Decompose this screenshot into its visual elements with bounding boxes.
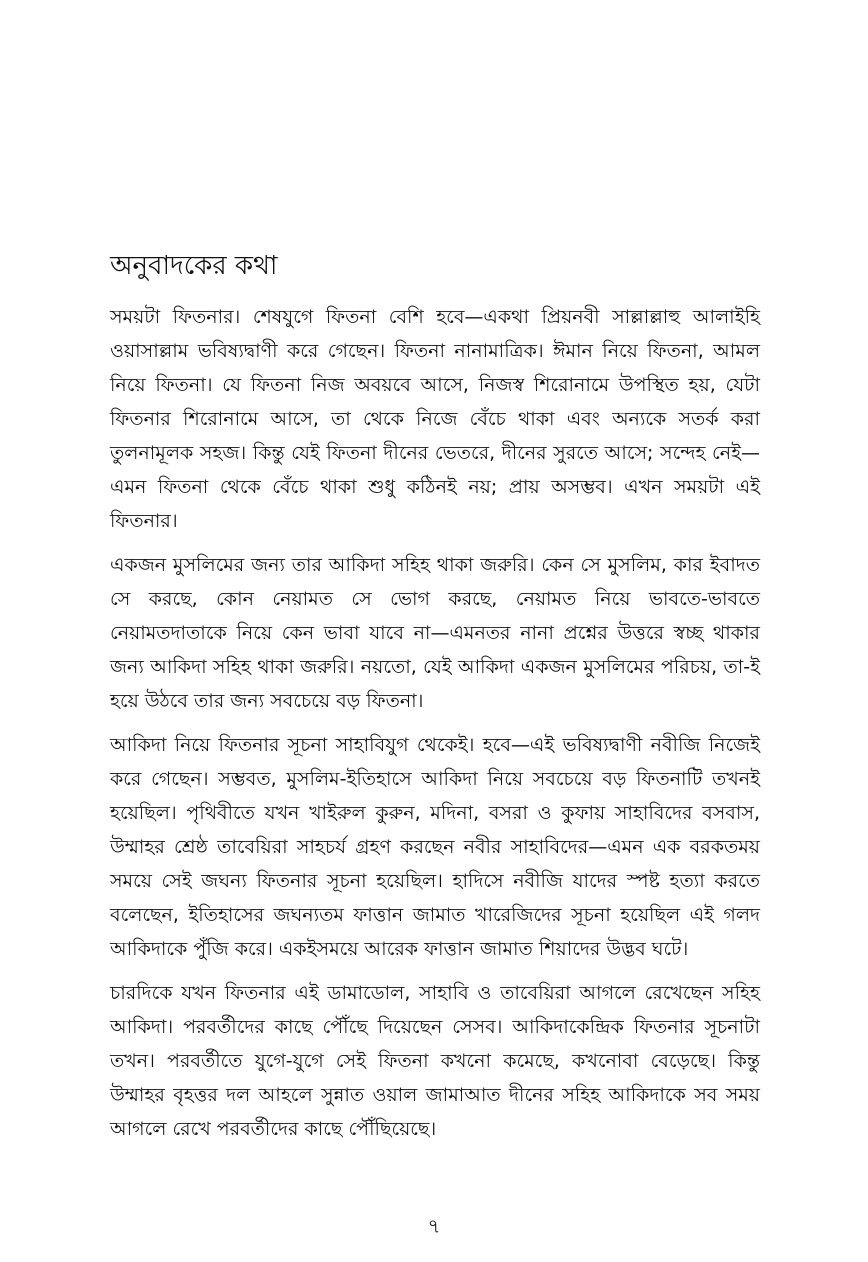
paragraph-2: একজন মুসলিমের জন্য তার আকিদা সহিহ থাকা জরুরি। কেন সে মুসলিম, কার ইবাদত সে করছে, কোন নেয়ামত সে ভোগ করছে, নেয়ামত নিয়ে ভাবতে-ভাবতে নেয়ামতদাতাকে নিয়ে কেন ভাবা যাবে না—এমনতর নানা প্রশ্নের উত্তরে স্বচ্ছ থাকার জন্য আকিদা সহিহ থাকা জরুরি। নয়তো, যেই আকিদা একজন মুসলিমের পরিচয়, তা-ই হয়ে উঠবে তার জন্য সবচেয়ে বড় ফিতনা।	[110, 554, 760, 712]
paragraph-3: আকিদা নিয়ে ফিতনার সূচনা সাহাবিযুগ থেকেই। হবে—এই ভবিষ্যদ্বাণী নবীজি নিজেই করে গেছেন। সম্ভবত, মুসলিম-ইতিহাসে আকিদা নিয়ে সবচেয়ে বড় ফিতনাটি তখনই হয়েছিল। পৃথিবীতে যখন খাইরুল কুরুন, মদিনা, বসরা ও কুফায় সাহাবিদের বসবাস, উম্মাহর শ্রেষ্ঠ তাবেয়িরা সাহচর্য গ্রহণ করছেন নবীর সাহাবিদের—এমন এক বরকতময় সময়ে সেই জঘন্য ফিতনার সূচনা হয়েছিল। হাদিসে নবীজি যাদের স্পষ্ট হত্যা করতে বলেছেন, ইতিহাসের জঘন্যতম ফাত্তান জামাত খারেজিদের সূচনা হয়েছিল এই গলদ আকিদাকে পুঁজি করে। একইসময়ে আরেক ফাত্তান জামাত শিয়াদের উদ্ভব ঘটে।	[110, 734, 760, 960]
paragraph-4: চারদিকে যখন ফিতনার এই ডামাডোল, সাহাবি ও তাবেয়িরা আগলে রেখেছেন সহিহ আকিদা। পরবর্তীদের কাছে পৌঁছে দিয়েছেন সেসব। আকিদাকেন্দ্রিক ফিতনার সূচনাটা তখন। পরবর্তীতে যুগে-যুগে সেই ফিতনা কখনো কমেছে, কখনোবা বেড়েছে। কিন্তু উম্মাহর বৃহত্তর দল আহলে সুন্নাত ওয়াল জামাআত দীনের সহিহ আকিদাকে সব সময় আগলে রেখে পরবর্তীদের কাছে পৌঁছিয়েছে।	[110, 982, 760, 1140]
section-heading: অনুবাদকের কথা	[110, 251, 278, 281]
page-content	[110, 248, 760, 1156]
page-number: ৭	[427, 1214, 441, 1238]
paragraph-1: সময়টা ফিতনার। শেষযুগে ফিতনা বেশি হবে—একথা প্রিয়নবী সাল্লাল্লাহু আলাইহি ওয়াসাল্লাম ভবিষ্যদ্বাণী করে গেছেন। ফিতনা নানামাত্রিক। ঈমান নিয়ে ফিতনা, আমল নিয়ে ফিতনা। যে ফিতনা নিজ অবয়বে আসে, নিজস্ব শিরোনামে উপস্থিত হয়, যেটা ফিতনার শিরোনামে আসে, তা থেকে নিজে বেঁচে থাকা এবং অন্যকে সতর্ক করা তুলনামূলক সহজ। কিন্তু যেই ফিতনা দীনের ভেতরে, দীনের সুরতে আসে; সন্দেহ নেই—এমন ফিতনা থেকে বেঁচে থাকা শুধু কঠিনই নয়; প্রায় অসম্ভব। এখন সময়টা এই ফিতনার।	[110, 306, 760, 532]
